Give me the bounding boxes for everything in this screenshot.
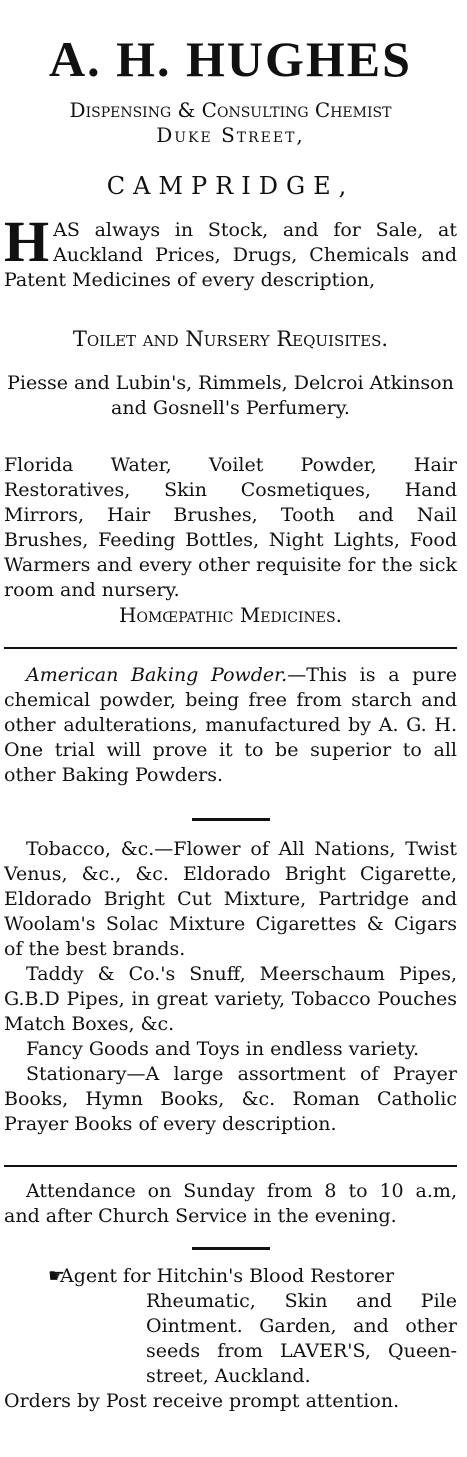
baking-powder-label: American Baking Powder. <box>26 664 288 686</box>
agent-first-line: ☛Agent for Hitchin's Blood Restorer <box>4 1264 457 1289</box>
agent-details: Rheumatic, Skin and Pile Ointment. Garden, and other seeds from LAVER'S, Queen-street, Auckland. <box>146 1290 457 1387</box>
toilet-heading: Toilet and Nursery Requisites. <box>72 327 389 351</box>
town: CAMPRIDGE, <box>106 172 355 200</box>
perfumery-text: Piesse and Lubin's, Rimmels, Delcroi Atkinson and Gosnell's Perfumery. <box>7 372 454 419</box>
divider <box>4 1165 457 1167</box>
profession: Dispensing & Consulting Chemist <box>69 98 392 122</box>
baking-powder-text: —This is a pure chemical powder, being free from starch and other adulterations, manufactured by A. G. H. One trial will prove it to be superior to all other Baking Powders. <box>4 664 457 786</box>
baking-powder-paragraph <box>4 663 457 788</box>
intro-text: AS always in Stock, and for Sale, at Auckland Prices, Drugs, Chemicals and Patent Medicines of every description, <box>4 219 457 291</box>
divider <box>192 1247 270 1250</box>
advertiser-name: A. H. HUGHES <box>49 31 412 87</box>
orders-notice: Orders by Post receive prompt attention. <box>4 1390 400 1412</box>
divider <box>192 818 270 821</box>
goods-list: Florida Water, Voilet Powder, Hair Restoratives, Skin Cosmetiques, Hand Mirrors, Hair Brushes, Tooth and Nail Brushes, Feeding Bottles, Night Lights, Food Warmers and every other requisite for the sick room and nursery. <box>4 454 457 601</box>
divider <box>4 647 457 649</box>
fancy-goods-paragraph: Fancy Goods and Toys in endless variety. <box>26 1038 420 1060</box>
stationary-paragraph: Stationary—A large assortment of Prayer Books, Hymn Books, &c. Roman Catholic Prayer Books of every description. <box>4 1063 457 1135</box>
intro-paragraph <box>4 209 457 293</box>
agent-notice <box>4 1264 457 1389</box>
tobacco-paragraph: Tobacco, &c.—Flower of All Nations, Twist Venus, &c., &c. Eldorado Bright Cigarette, Eldorado Bright Cut Mixture, Partridge and Woolam's Solac Mixture Cigarettes & Cigars of the best brands. <box>4 838 457 960</box>
drop-cap: H <box>4 209 50 274</box>
street: Duke Street, <box>156 123 305 147</box>
homeopathic-heading: Homœpathic Medicines. <box>119 603 342 627</box>
sunday-attendance: Attendance on Sunday from 8 to 10 a.m, and after Church Service in the evening. <box>4 1180 457 1227</box>
snuff-paragraph: Taddy & Co.'s Snuff, Meerschaum Pipes, G.B.D Pipes, in great variety, Tobacco Pouches Match Boxes, &c. <box>4 963 457 1035</box>
pointing-hand-icon: ☛ <box>48 1265 66 1287</box>
